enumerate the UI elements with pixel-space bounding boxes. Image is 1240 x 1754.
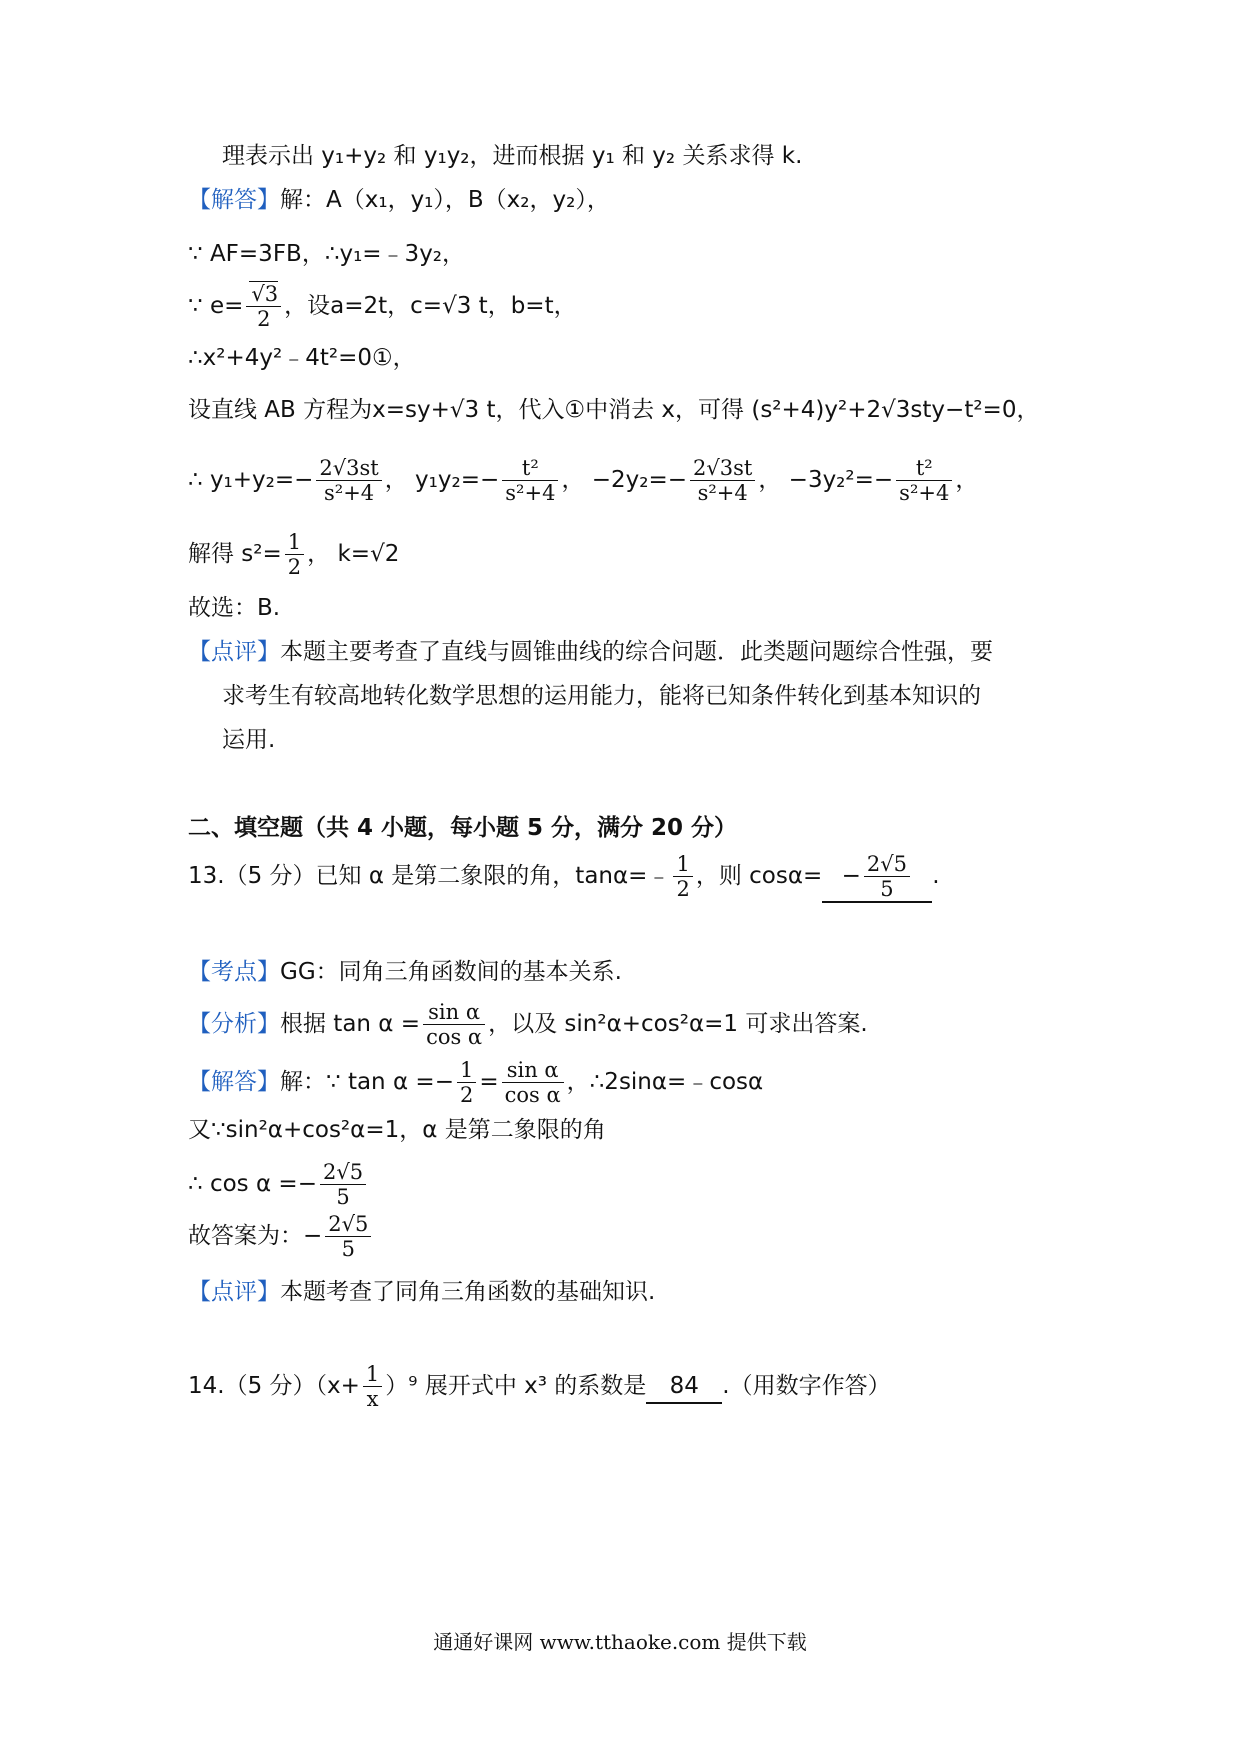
text-line — [188, 1160, 369, 1209]
sqrt-3: √3 — [251, 282, 279, 306]
text-line: ∵ AF=3FB，∴y₁=﹣3y₂， — [188, 241, 466, 267]
text-fragment: ， −2y₂=− — [561, 467, 688, 493]
fraction: $\frac{\text{t²}}{\text{s²+4}}$ — [502, 456, 558, 505]
text-fragment: ，设a=2t，c=√3 t，b=t， — [284, 293, 577, 319]
fraction: $\frac{1}{2}$ — [457, 1058, 476, 1107]
text-line — [188, 1058, 763, 1107]
text-fragment: ∴ cos α =− — [188, 1171, 317, 1197]
comment-tag: 【点评】 — [188, 639, 280, 665]
question-13 — [188, 852, 940, 903]
answer-tag: 【解答】 — [188, 187, 280, 213]
text-fragment: ， −3y₂²=− — [758, 467, 894, 493]
comment-tag: 【点评】 — [188, 1279, 280, 1305]
answer-tag: 【解答】 — [188, 1069, 280, 1095]
fraction: $\frac{2√5}{5}$ — [325, 1212, 371, 1261]
text-line: 运用. — [222, 727, 276, 753]
text-line: 故选：B. — [188, 595, 281, 621]
fraction: $\frac{2√5}{5}$ — [320, 1160, 366, 1209]
text-fragment: ∴ y₁+y₂=− — [188, 467, 314, 493]
text-line: 理表示出 y₁+y₂ 和 y₁y₂，进而根据 y₁ 和 y₂ 关系求得 k. — [222, 143, 803, 169]
answer-blank: − $\frac{2√5}{5}$ — [822, 852, 932, 903]
text-line — [188, 1212, 374, 1261]
text-fragment: ∵ e= — [188, 293, 244, 319]
text-line: 求考生有较高地转化数学思想的运用能力，能将已知条件转化到基本知识的 — [222, 683, 981, 709]
text-fragment: ， — [955, 467, 979, 493]
fraction: $\frac{\text{sin α}}{\text{cos α}}$ — [423, 1000, 485, 1049]
denominator: 2 — [257, 307, 271, 331]
text-line: 又∵sin²α+cos²α=1，α 是第二象限的角 — [188, 1117, 606, 1143]
text-line: ∴x²+4y²﹣4t²=0①， — [188, 345, 416, 371]
text-fragment: 故答案为：− — [188, 1223, 323, 1249]
text-fragment: 解得 s²= — [188, 541, 282, 567]
text-fragment: ， k=√2 — [307, 541, 400, 567]
text-line — [188, 456, 978, 505]
fraction: $\frac{\text{t²}}{\text{s²+4}}$ — [896, 456, 952, 505]
text-fragment: ，以及 sin²α+cos²α=1 可求出答案. — [488, 1011, 868, 1037]
fraction: $\frac{1}{x}$ — [363, 1362, 382, 1411]
fraction: $\frac{\text{sin α}}{\text{cos α}}$ — [502, 1058, 564, 1107]
analysis-tag: 【分析】 — [188, 1011, 280, 1037]
text-fragment: ，∴2sinα=﹣cosα — [566, 1069, 764, 1095]
text-line: 设直线 AB 方程为x=sy+√3 t，代入①中消去 x，可得 (s²+4)y²+2√3sty−t²=0， — [188, 397, 1040, 423]
text-line — [188, 530, 399, 579]
knowledge-tag: 【考点】 — [188, 959, 280, 985]
section-heading: 二、填空题（共 4 小题，每小题 5 分，满分 20 分） — [188, 815, 738, 841]
answer-text: 解：A（x₁，y₁），B（x₂，y₂）， — [280, 187, 610, 213]
text-line — [188, 956, 622, 988]
answer-blank: 84 — [646, 1370, 722, 1404]
text-fragment: .（用数字作答） — [722, 1373, 891, 1399]
text-fragment: ）⁹ 展开式中 x³ 的系数是 — [385, 1373, 647, 1399]
text-line — [188, 636, 993, 668]
fraction: $\frac{1}{2}$ — [673, 852, 692, 901]
comment-text: 本题主要考查了直线与圆锥曲线的综合问题．此类题问题综合性强，要 — [280, 639, 993, 665]
text-fragment: ， y₁y₂=− — [384, 467, 500, 493]
comment-text: 本题考查了同角三角函数的基础知识. — [280, 1279, 656, 1305]
text-fragment: 解：∵ tan α =− — [280, 1069, 454, 1095]
text-line — [188, 1276, 655, 1308]
question-14 — [188, 1362, 891, 1411]
fraction: $\frac{1}{2}$ — [285, 530, 304, 579]
page-footer: 通通好课网 www.tthaoke.com 提供下载 — [433, 1630, 807, 1654]
text-line — [188, 1000, 868, 1049]
text-fragment: = — [479, 1069, 499, 1095]
text-fragment: 根据 tan α = — [280, 1011, 421, 1037]
text-fragment: ，则 cosα= — [695, 863, 823, 889]
fraction: $\frac{2√3st}{\text{s²+4}}$ — [690, 456, 755, 505]
text-line — [188, 282, 577, 331]
text-line — [188, 184, 610, 216]
fraction: $\frac{2√3st}{\text{s²+4}}$ — [316, 456, 381, 505]
knowledge-text: GG：同角三角函数间的基本关系. — [280, 959, 622, 985]
text-fragment: . — [932, 863, 940, 889]
text-fragment: 13.（5 分）已知 α 是第二象限的角，tanα=﹣ — [188, 863, 671, 889]
text-fragment: 14.（5 分）（x+ — [188, 1373, 360, 1399]
fraction — [246, 282, 281, 331]
